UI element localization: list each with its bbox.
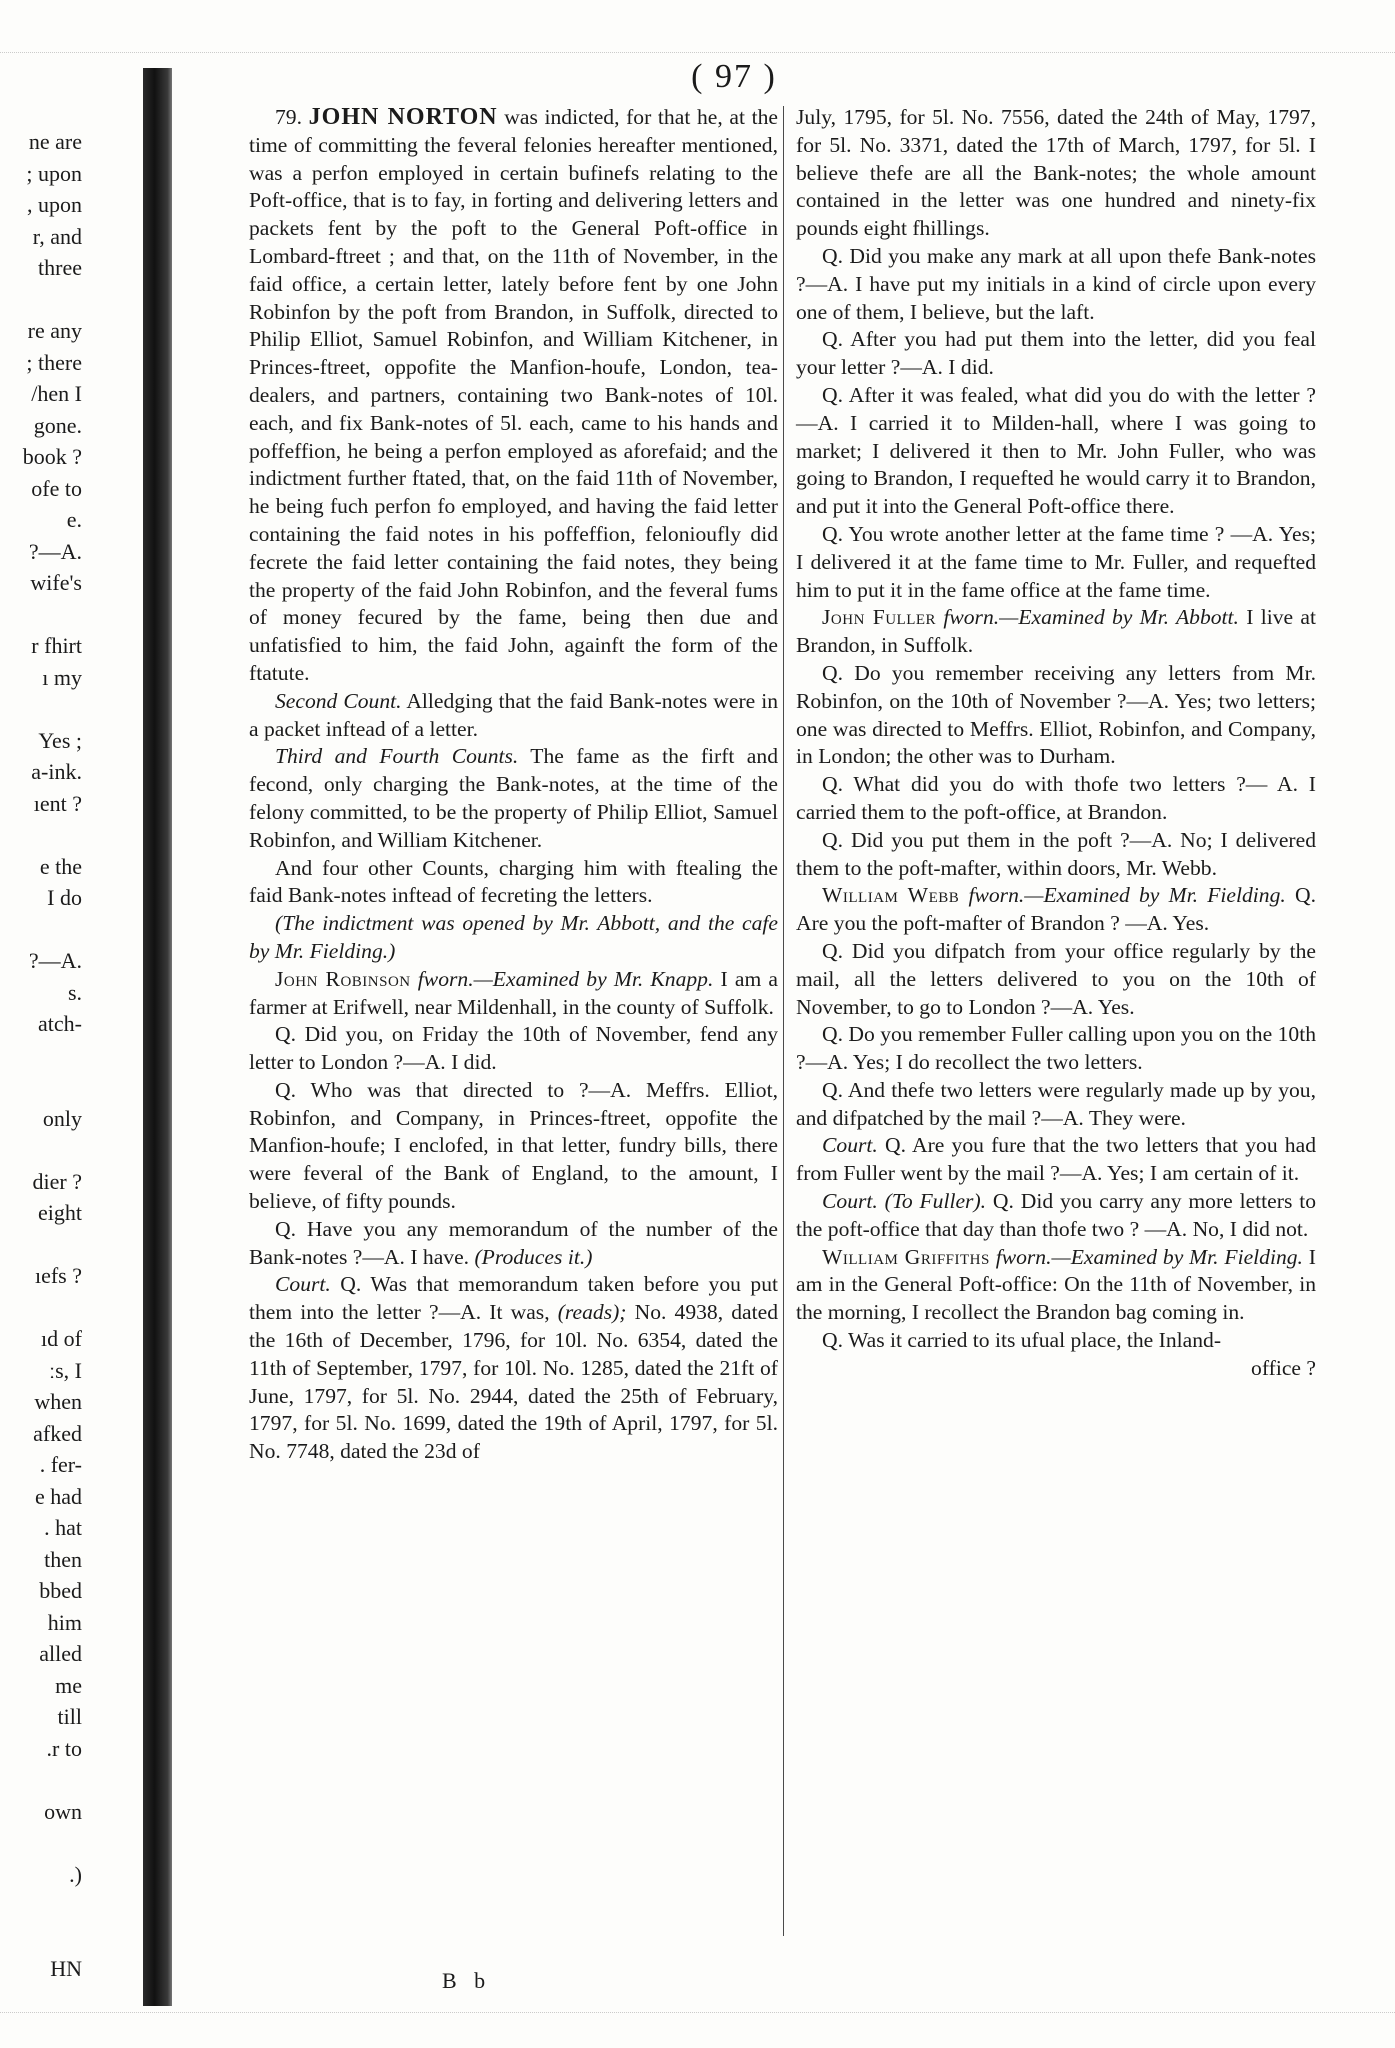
second-count-text: Alledging that the faid Bank-notes were in a packet inftead of a letter. [249,688,778,741]
qa-text: Q. Was that memorandum taken before you put them into the letter ?—A. It was, [249,1272,778,1325]
fragment-line [0,1292,82,1324]
witness-webb [796,882,1316,938]
qa-text: Q. After it was fealed, what did you do with the letter ?—A. I carried it to Milden-hall, where I was going to market; I delivered it then to Mr. John Fuller, who was going to Brandon, I requefted he would carry it to Brandon, and put it into the General Poft-office there. [796,382,1316,519]
fragment-line: .) [69,1861,82,1887]
fragment-line [0,819,82,851]
qa-text: Q. Did you carry any more letters to the poft-office that day than thofe two ? —A. No, I did not. [796,1189,1316,1241]
sworn-note-fuller: fworn.—Examined by Mr. Abbott. [936,605,1239,630]
fragment-line: e had [34,1483,82,1509]
fragment-line: . fer- [39,1452,82,1477]
question-paragraph [796,1077,1316,1133]
witness-robinson [249,966,778,1022]
question-paragraph [249,1216,778,1272]
fragment-line: , upon [27,192,82,217]
fragment-line [0,1071,82,1103]
fragment-line: when [34,1389,82,1414]
qa-text: Q. Do you remember Fuller calling upon you on the 10th ?—A. Yes; I do recollect the two letters. [796,1022,1316,1075]
fragment-line: ı my [42,664,82,690]
second-count-label: Second Count. [275,688,402,713]
qa-text: Q. And thefe two letters were regularly made up by you, and difpatched by the mail ?—A. They were. [796,1077,1316,1130]
qa-text: Q. Are you fure that the two letters that you had from Fuller went by the mail ?—A. Yes; I am certain of it. [796,1133,1316,1186]
fragment-line: gone. [33,412,82,438]
fragment-line: ?—A. [28,948,82,973]
qa-text: Q. Was it carried to its ufual place, the Inland- [822,1328,1222,1353]
fragment-line: ; there [26,349,82,375]
qa-text: July, 1795, for 5l. No. 7556, dated the 24th of May, 1797, for 5l. No. 3371, dated the 17th of March, 1797, for 5l. I believe thefe are all the Bank-notes; the whole amount contained in the letter was one hundred and ninety-fix pounds eight fhillings. [796,105,1316,241]
fragment-line: I do [47,885,82,910]
question-paragraph [249,1021,778,1077]
book-spine-shadow [143,68,172,2006]
question-paragraph [249,1077,778,1216]
left-column [249,104,778,1466]
court-label: Court. [275,1272,331,1297]
court-question [796,1132,1316,1188]
fragment-line: ; upon [26,160,82,186]
opening-note [249,910,778,966]
witness-name-webb: William Webb [822,883,960,908]
third-fourth-counts [249,743,778,854]
question-paragraph [796,938,1316,1021]
question-paragraph [796,827,1316,883]
bank-note-list-continued [796,104,1316,243]
previous-page-fragment [0,126,82,1985]
bank-note-list: No. 4938, dated the 16th of December, 1796, for 10l. No. 6354, dated the 11th of September, 1797, for 10l. No. 1285, dated the 21ft of June, 1797, for 5l. No. 2944, dated the 25th of February, 1797, for 5l. No. 1699, dated the 19th of April, 1797, for 5l. No. 7748, dated the 23d of [249,1300,778,1464]
right-column [796,104,1316,1383]
fragment-line: ne are [28,129,82,154]
sworn-note-webb: fworn.—Examined by Mr. Fielding. [959,883,1286,908]
testimony-robinson-intro: I am a farmer at Erifwell, near Mildenhall, in the county of Suffolk. [249,966,778,1019]
fragment-line: s. [67,979,82,1005]
fragment-line: HN [50,1956,82,1981]
second-count [249,688,778,744]
fragment-line: ofe to [31,475,82,501]
sworn-note-griffiths: fworn.—Examined by Mr. Fielding. [989,1244,1303,1269]
fragment-line: ːs, I [49,1357,82,1383]
fragment-line: till [57,1704,82,1729]
sworn-note-robinson: fworn.—Examined by Mr. Knapp. [410,966,714,991]
qa-text: Q. Did you make any mark at all upon thefe Bank-notes ?—A. I have put my initials in a kind of circle upon every one of them, I believe, but the laft. [796,243,1316,324]
qa-text: Q. What did you do with thofe two letters ?— A. I carried them to the poft-office, at Brandon. [796,772,1316,824]
fragment-line [0,1827,82,1859]
fragment-line: book ? [22,444,82,469]
qa-text: Q. Who was that directed to ?—A. Meffrs. Elliot, Robinfon, and Company, in Princes-ftreet, oppofite the Manfion-houfe; I enclofed, in that letter, fundry bills, there were feveral of the Bank of England, to the amount, I believe, of fifty pounds. [249,1077,778,1214]
opening-note-text: (The indictment was opened by Mr. Abbott, and the cafe by Mr. Fielding.) [249,911,778,963]
fragment-line [0,599,82,631]
signature-mark: B b [442,1968,492,1993]
court-label: Court. (To Fuller). [822,1189,987,1214]
catchword: office ? [1251,1355,1316,1380]
fragment-line: wife's [30,570,82,595]
witness-name-robinson: John Robinson [275,966,411,991]
qa-text: Q. Did you, on Friday the 10th of November, fend any letter to London ?—A. I did. [249,1022,778,1075]
qa-text: Q. Did you put them in the poft ?—A. No; I delivered them to the poft-mafter, within doors, Mr. Webb. [796,827,1316,880]
fragment-line: then [44,1546,82,1572]
third-fourth-counts-label: Third and Fourth Counts. [275,744,519,769]
fragment-line: /hen I [31,381,82,406]
indictment-text: was indicted, for that he, at the time of committing the feveral felonies hereafter mentioned, was a perfon employed in certain bufinefs relating to the Poft-office, that is to fay, in forting and delivering letters and packets fent by the poft to the General Poft-office in Lombard-ftreet ; and that, on the 11th of November, in the faid office, a certain letter, lately before fent by one John Robinfon by the poft from Brandon, in Suffolk, directed to Philip Elliot, Samuel Robinfon, and William Kitchener, in Princes-ftreet, oppofite the Manfion-houfe, London, tea-dealers, and partners, containing two Bank-notes of 10l. each, and fix Bank-notes of 5l. each, came to his hands and poffeffion, he being a perfon employed as aforefaid; and the indictment further ftated, that, on the faid 11th of November, he being fuch perfon fo employed, and having the faid letter containing the faid notes in his poffeffion, felonioufly did fecrete the faid letter containing the faid notes, they being the property of the faid John Robinfon, and the feveral fums of money fecured by the fame, being then due and unfatisfied to him, the faid John, againft the form of the ftatute. [249,105,778,685]
page-number: ( 97 ) [691,58,777,95]
testimony-webb-intro: Q. Are you the poft-mafter of Brandon ? —A. Yes. [796,883,1316,936]
fragment-line: only [42,1105,82,1131]
indictment-paragraph [249,104,778,688]
question-paragraph [796,382,1316,521]
question-paragraph [796,1327,1316,1383]
column-rule [783,106,784,1936]
fragment-line: atch- [38,1011,82,1036]
question-paragraph [796,326,1316,382]
question-paragraph [796,243,1316,326]
fragment-line: e. [66,507,82,532]
court-question-to-fuller [796,1188,1316,1244]
fragment-line: re any [27,318,82,343]
fragment-line [0,693,82,725]
fragment-line [0,1134,82,1166]
stage-note: (reads); [549,1300,627,1325]
court-question-memorandum [249,1271,778,1466]
fragment-line: .r to [46,1735,82,1761]
witness-name-griffiths: William Griffiths [822,1244,990,1269]
fragment-line: ?—A. [28,538,82,564]
fragment-line: ıd of [41,1326,82,1351]
qa-text: Q. Did you difpatch from your office regularly by the mail, all the letters delivered to you on the 10th of November, to go to London ?—A. Yes. [796,938,1316,1019]
question-paragraph [796,660,1316,771]
qa-text: Q. Have you any memorandum of the number of the Bank-notes ?—A. I have. [249,1216,778,1269]
fragment-line: Yes ; [38,727,82,753]
third-fourth-counts-text: The fame as the firft and fecond, only charging the Bank-notes, at the time of the felony committed, to be the property of Philip Elliot, Samuel Robinfon, and William Kitchener. [249,744,778,852]
fragment-line: him [47,1609,82,1635]
stage-note: (Produces it.) [469,1244,593,1269]
other-counts-text: And four other Counts, charging him with ftealing the faid Bank-notes inftead of fecreting the letters. [249,855,778,908]
fragment-line [0,1764,82,1796]
case-number: 79. [275,105,302,129]
testimony-fuller-intro: I live at Brandon, in Suffolk. [796,605,1316,658]
testimony-griffiths-intro: I am in the General Poft-office: On the 11th of November, in the morning, I recollect the Brandon bag coming in. [796,1244,1316,1325]
fragment-line: . hat [44,1515,82,1540]
question-paragraph [796,771,1316,827]
question-paragraph [796,1021,1316,1077]
fragment-line: three [38,255,82,280]
fragment-line: a-ink. [31,759,82,784]
fragment-line: ıefs ? [34,1263,82,1288]
fragment-line [0,914,82,946]
court-label: Court. [822,1133,878,1158]
fragment-line [0,284,82,316]
qa-text: Q. After you had put them into the letter, did you feal your letter ?—A. I did. [796,327,1316,380]
fragment-line: own [44,1798,82,1824]
fragment-line: bbed [39,1578,82,1603]
fragment-line: r, and [32,223,82,249]
qa-text: Q. You wrote another letter at the fame time ? —A. Yes; I delivered it at the fame time to Mr. Fuller, and requefted him to put it in the fame office at the fame time. [796,521,1316,602]
scan-noise-bottom [0,2012,1395,2019]
fragment-line [0,1922,82,1954]
defendant-name: JOHN NORTON [308,104,498,130]
fragment-line: dier ? [32,1168,82,1194]
qa-text: Q. Do you remember receiving any letters from Mr. Robinfon, on the 10th of November ?—A. Yes; two letters; one was directed to Meffrs. Elliot, Robinfon, and Company, in London; the other was to Durham. [796,660,1316,769]
fragment-line [0,1229,82,1261]
fragment-line: e the [39,853,82,879]
fragment-line: afked [33,1420,82,1446]
other-counts [249,855,778,911]
fragment-line: me [55,1672,82,1698]
fragment-line: alled [39,1641,82,1666]
fragment-line [0,1040,82,1072]
fragment-line: ıent ? [33,790,82,816]
witness-griffiths [796,1244,1316,1327]
fragment-line: r fhirt [31,633,82,658]
fragment-line [0,1890,82,1922]
witness-fuller [796,604,1316,660]
fragment-line: eight [38,1200,82,1225]
question-paragraph [796,521,1316,604]
witness-name-fuller: John Fuller [822,605,937,630]
